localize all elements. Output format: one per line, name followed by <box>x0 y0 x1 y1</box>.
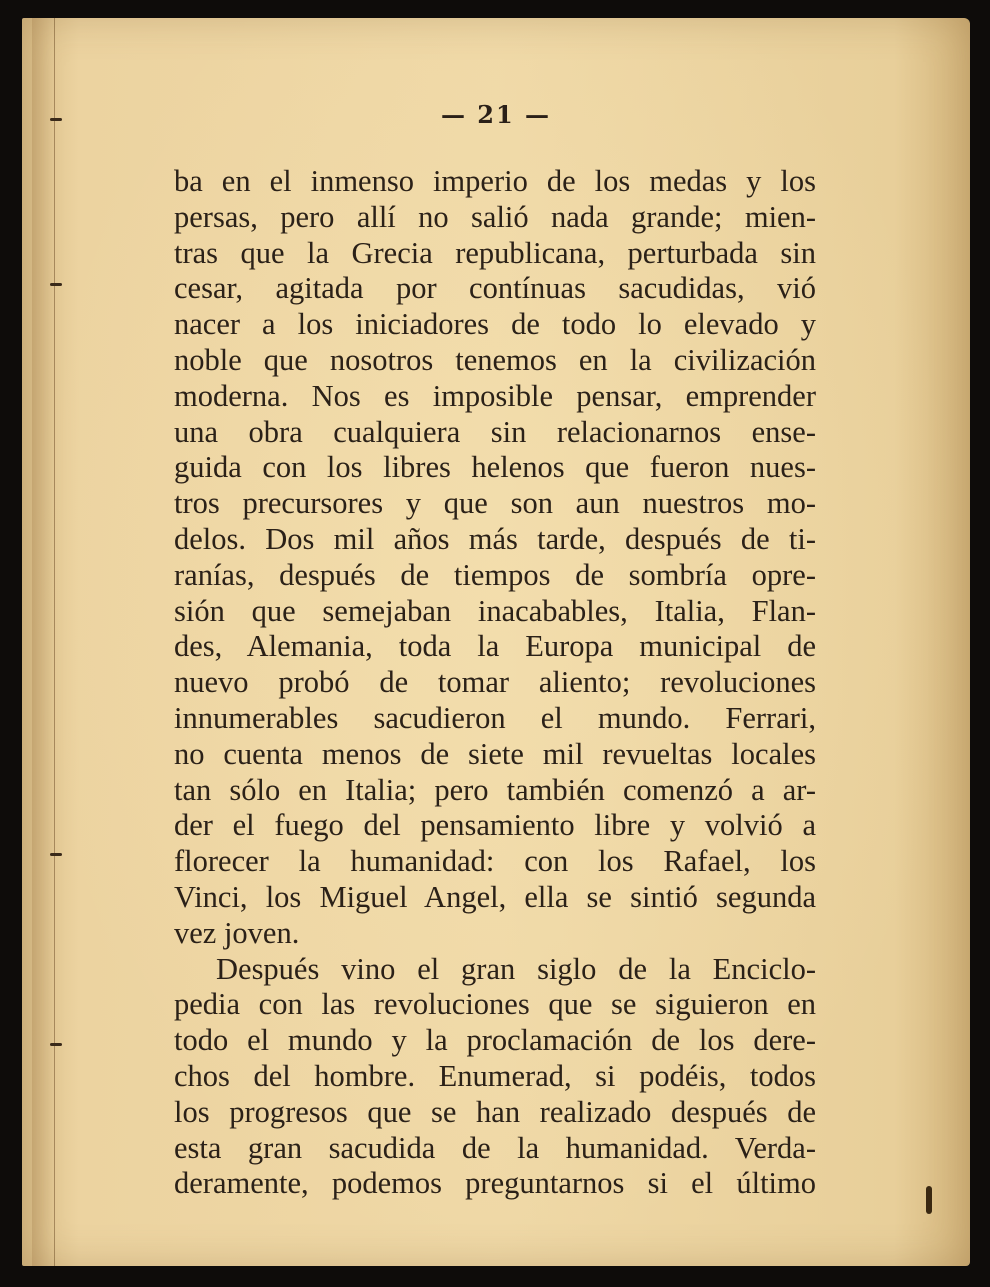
book-spine <box>32 18 55 1266</box>
binding-stitch <box>50 853 62 856</box>
text-line: los progresos que se han realizado después de <box>174 1094 816 1129</box>
text-line: nuevo probó de tomar aliento; revoluciones <box>174 665 816 700</box>
text-line: florecer la humanidad: con los Rafael, los <box>174 844 816 879</box>
text-line: todo el mundo y la proclamación de los dere- <box>174 1023 816 1058</box>
text-line: moderna. Nos es imposible pensar, emprender <box>174 378 816 413</box>
text-line: des, Alemania, toda la Europa municipal de <box>174 629 816 664</box>
text-line: ba en el inmenso imperio de los medas y los <box>174 164 816 198</box>
text-line: innumerables sacudieron el mundo. Ferrari, <box>174 700 816 735</box>
text-line: cesar, agitada por contínuas sacudidas, vió <box>174 271 816 306</box>
text-line: guida con los libres helenos que fueron nues- <box>174 450 816 485</box>
text-line: Vinci, los Miguel Angel, ella se sintió segunda <box>174 879 816 914</box>
page-number: — 21 — <box>440 100 552 129</box>
text-line: chos del hombre. Enumerad, si podéis, todos <box>174 1058 816 1093</box>
text-line: der el fuego del pensamiento libre y volvió a <box>174 808 816 843</box>
text-line: deramente, podemos preguntarnos si el último <box>174 1166 816 1201</box>
text-line: pedia con las revoluciones que se siguieron en <box>174 987 816 1022</box>
text-line: persas, pero allí no salió nada grande; mien- <box>174 199 816 234</box>
text-line: vez joven. <box>174 915 300 950</box>
text-line: tras que la Grecia republicana, perturbada sin <box>174 235 816 270</box>
ink-mark-icon <box>926 1186 932 1214</box>
text-line: no cuenta menos de siete mil revueltas locales <box>174 736 816 771</box>
text-line: Después vino el gran siglo de la Enciclo- <box>216 951 816 986</box>
body-text <box>174 164 816 1202</box>
binding-stitch <box>50 283 62 286</box>
paper-page <box>22 18 970 1266</box>
text-line: tros precursores y que son aun nuestros mo- <box>174 486 816 521</box>
text-line: ranías, después de tiempos de sombría opre- <box>174 557 816 592</box>
text-line: noble que nosotros tenemos en la civilización <box>174 342 816 377</box>
text-line: esta gran sacudida de la humanidad. Verda- <box>174 1130 816 1165</box>
text-line: delos. Dos mil años más tarde, después de ti- <box>174 521 816 556</box>
text-line: tan sólo en Italia; pero también comenzó a ar- <box>174 772 816 807</box>
text-line: nacer a los iniciadores de todo lo elevado y <box>174 307 816 342</box>
text-line: sión que semejaban inacabables, Italia, Flan- <box>174 593 816 628</box>
text-line: una obra cualquiera sin relacionarnos ense- <box>174 414 816 449</box>
binding-stitch <box>50 1043 62 1046</box>
